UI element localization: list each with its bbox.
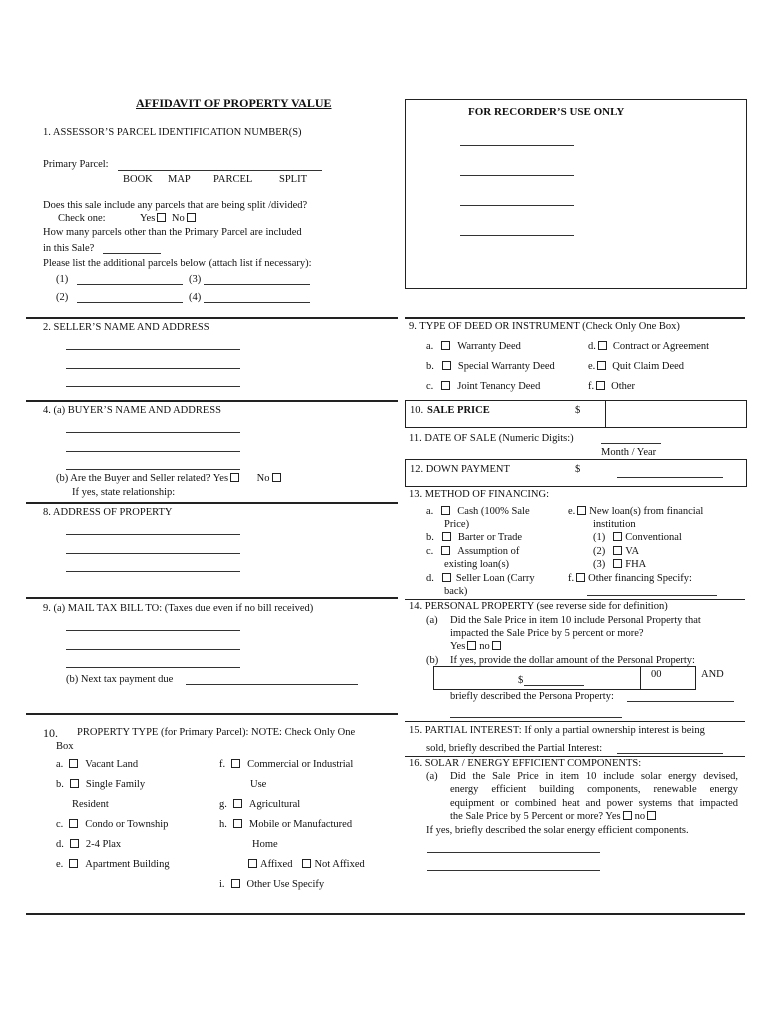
fin-d-checkbox[interactable] bbox=[442, 573, 451, 582]
parcel-4-label: (4) bbox=[189, 292, 202, 303]
solar-line-1: Did the Sale Price in item 10 include solar energy devised, bbox=[450, 771, 738, 782]
ptype-h: h. Mobile or Manufactured bbox=[219, 819, 353, 830]
solar-line-4: the Sale Price by 5 Percent or more? Yes no bbox=[450, 811, 659, 822]
parcel-3-label: (3) bbox=[189, 274, 202, 285]
deed-c: c. Joint Tenancy Deed bbox=[426, 381, 541, 392]
fin-e: e. New loan(s) from financial bbox=[568, 506, 704, 517]
col-split: SPLIT bbox=[279, 174, 308, 185]
solar-line-2: energy efficient building components, renewable energy bbox=[450, 784, 738, 795]
deed-b: b. Special Warranty Deed bbox=[426, 361, 555, 372]
next-payment-input[interactable] bbox=[186, 684, 358, 685]
parcel-1-label: (1) bbox=[56, 274, 69, 285]
ptype-i: i. Other Use Specify bbox=[219, 879, 325, 890]
ptype-g-checkbox[interactable] bbox=[233, 799, 242, 808]
solar-describe-input[interactable] bbox=[427, 852, 600, 853]
parcel-2-input[interactable] bbox=[77, 302, 183, 303]
fin-a-2: Price) bbox=[444, 519, 470, 530]
primary-parcel-label: Primary Parcel: bbox=[43, 159, 109, 170]
col-book: BOOK bbox=[123, 174, 153, 185]
down-payment-label: 12. DOWN PAYMENT bbox=[410, 464, 510, 475]
pp-yes-checkbox[interactable] bbox=[467, 641, 476, 650]
fin-e2: (2) VA bbox=[593, 546, 640, 557]
divider bbox=[26, 502, 398, 504]
divider bbox=[26, 400, 398, 402]
pp-describe-input-2[interactable] bbox=[450, 717, 622, 718]
property-address-line[interactable] bbox=[66, 534, 240, 535]
ptype-d: d. 2-4 Plax bbox=[56, 839, 122, 850]
recorder-line bbox=[460, 235, 574, 236]
personal-property-label: 14. PERSONAL PROPERTY (see reverse side for definition) bbox=[409, 601, 668, 612]
fin-e1-checkbox[interactable] bbox=[613, 532, 622, 541]
solar-yes-checkbox[interactable] bbox=[623, 811, 632, 820]
recorder-line bbox=[460, 205, 574, 206]
pp-a-text: Did the Sale Price in item 10 include Personal Property that bbox=[450, 615, 701, 626]
ptype-g: g. Agricultural bbox=[219, 799, 301, 810]
date-of-sale-input[interactable] bbox=[601, 443, 661, 444]
affixed-options: Affixed Not Affixed bbox=[246, 859, 365, 870]
related-question: (b) Are the Buyer and Seller related? Yes No bbox=[56, 473, 284, 484]
divider bbox=[26, 317, 398, 319]
deed-f: f. Other bbox=[588, 381, 636, 392]
page-title: AFFIDAVIT OF PROPERTY VALUE bbox=[136, 96, 332, 110]
list-prompt: Please list the additional parcels below (attach list if necessary): bbox=[43, 258, 312, 269]
divider bbox=[405, 756, 745, 757]
fin-f-checkbox[interactable] bbox=[576, 573, 585, 582]
property-type-label-2: Box bbox=[56, 741, 74, 752]
partial-interest-input[interactable] bbox=[617, 753, 723, 754]
pp-and: AND bbox=[701, 669, 724, 680]
ptype-e-checkbox[interactable] bbox=[69, 859, 78, 868]
relationship-label: If yes, state relationship: bbox=[72, 487, 176, 498]
pp-cents: 00 bbox=[651, 669, 662, 680]
fin-c-checkbox[interactable] bbox=[441, 546, 450, 555]
divider bbox=[405, 599, 745, 600]
pp-describe-input[interactable] bbox=[627, 701, 734, 702]
split-question: Does this sale include any parcels that are being split /divided? bbox=[43, 200, 308, 211]
deed-e-checkbox[interactable] bbox=[597, 361, 606, 370]
how-many-input[interactable] bbox=[103, 253, 161, 254]
ptype-d-checkbox[interactable] bbox=[70, 839, 79, 848]
pp-yes-no: Yes no bbox=[450, 641, 504, 652]
recorder-line bbox=[460, 175, 574, 176]
ptype-c: c. Condo or Township bbox=[56, 819, 169, 830]
deed-c-checkbox[interactable] bbox=[441, 381, 450, 390]
fin-e1: (1) Conventional bbox=[593, 532, 682, 543]
section-1-label: 1. ASSESSOR’S PARCEL IDENTIFICATION NUMBER(S) bbox=[43, 127, 302, 138]
how-many-question: How many parcels other than the Primary Parcel are included bbox=[43, 227, 302, 238]
deed-b-checkbox[interactable] bbox=[442, 361, 451, 370]
deed-a: a. Warranty Deed bbox=[426, 341, 521, 352]
fin-e3: (3) FHA bbox=[593, 559, 647, 570]
financing-label: 13. METHOD OF FINANCING: bbox=[409, 489, 550, 500]
pp-b-num: (b) bbox=[426, 655, 439, 666]
property-type-num: 10. bbox=[43, 726, 58, 740]
deed-a-checkbox[interactable] bbox=[441, 341, 450, 350]
mail-tax-line[interactable] bbox=[66, 667, 240, 668]
month-year-label: Month / Year bbox=[601, 447, 657, 458]
fin-d: d. Seller Loan (Carry bbox=[426, 573, 535, 584]
recorders-use-box bbox=[405, 99, 747, 289]
fin-a-checkbox[interactable] bbox=[441, 506, 450, 515]
fin-d-2: back) bbox=[444, 586, 468, 597]
pp-amount-box bbox=[433, 666, 696, 690]
split-no-checkbox[interactable] bbox=[187, 213, 196, 222]
ptype-h-checkbox[interactable] bbox=[233, 819, 242, 828]
divider bbox=[26, 597, 398, 599]
sale-price-num: 10. bbox=[410, 405, 424, 416]
fin-c: c. Assumption of bbox=[426, 546, 520, 557]
section-8-label: 8. ADDRESS OF PROPERTY bbox=[43, 507, 173, 518]
ptype-f: f. Commercial or Industrial bbox=[219, 759, 354, 770]
seller-line[interactable] bbox=[66, 349, 240, 350]
partial-interest-label: 15. PARTIAL INTEREST: If only a partial ownership interest is being bbox=[409, 725, 705, 736]
parcel-3-input[interactable] bbox=[204, 284, 310, 285]
fin-a: a. Cash (100% Sale bbox=[426, 506, 530, 517]
mail-tax-line[interactable] bbox=[66, 649, 240, 650]
pp-describe: briefly described the Persona Property: bbox=[450, 691, 614, 702]
parcel-1-input[interactable] bbox=[77, 284, 183, 285]
deed-d-checkbox[interactable] bbox=[598, 341, 607, 350]
split-yes: Yes No bbox=[140, 213, 199, 224]
ptype-a-checkbox[interactable] bbox=[69, 759, 78, 768]
recorders-use-heading: FOR RECORDER’S USE ONLY bbox=[468, 106, 625, 118]
how-many-question-2: in this Sale? bbox=[43, 243, 95, 254]
fin-f-input[interactable] bbox=[587, 595, 717, 596]
ptype-f-2: Use bbox=[250, 779, 267, 790]
solar-describe-input-2[interactable] bbox=[427, 870, 600, 871]
parcel-4-input[interactable] bbox=[204, 302, 310, 303]
solar-no-checkbox[interactable] bbox=[647, 811, 656, 820]
solar-label: 16. SOLAR / ENERGY EFFICIENT COMPONENTS: bbox=[409, 758, 642, 769]
fin-b: b. Barter or Trade bbox=[426, 532, 523, 543]
mail-tax-label: 9. (a) MAIL TAX BILL TO: (Taxes due even if no bill received) bbox=[43, 603, 314, 614]
down-payment-currency: $ bbox=[575, 464, 581, 475]
recorder-line bbox=[460, 145, 574, 146]
pp-cents-cell bbox=[640, 667, 696, 689]
next-payment-label: (b) Next tax payment due bbox=[66, 674, 174, 685]
pp-a-num: (a) bbox=[426, 615, 438, 626]
sale-price-currency: $ bbox=[575, 405, 581, 416]
deed-e: e. Quit Claim Deed bbox=[588, 361, 685, 372]
ptype-i-checkbox[interactable] bbox=[231, 879, 240, 888]
ptype-e: e. Apartment Building bbox=[56, 859, 170, 870]
fin-f: f. Other financing Specify: bbox=[568, 573, 692, 584]
property-type-label: PROPERTY TYPE (for Primary Parcel): NOTE: Check Only One bbox=[77, 727, 356, 738]
ptype-c-checkbox[interactable] bbox=[69, 819, 78, 828]
solar-line-3: equipment or combined heat and power systems that impacted bbox=[450, 798, 738, 809]
divider bbox=[405, 721, 745, 722]
buyer-line[interactable] bbox=[66, 432, 240, 433]
partial-interest-label-2: sold, briefly described the Partial Interest: bbox=[426, 743, 603, 754]
property-address-line[interactable] bbox=[66, 571, 240, 572]
pp-dollar-sign: $ bbox=[518, 675, 524, 686]
section-4-label: 4. (a) BUYER’S NAME AND ADDRESS bbox=[43, 405, 221, 416]
ptype-a: a. Vacant Land bbox=[56, 759, 139, 770]
split-yes-checkbox[interactable] bbox=[157, 213, 166, 222]
fin-e2-checkbox[interactable] bbox=[613, 546, 622, 555]
buyer-line[interactable] bbox=[66, 469, 240, 470]
ptype-b-checkbox[interactable] bbox=[70, 779, 79, 788]
fin-e-2: institution bbox=[593, 519, 636, 530]
pp-b-text: If yes, provide the dollar amount of the Personal Property: bbox=[450, 655, 695, 666]
ptype-h-2: Home bbox=[252, 839, 278, 850]
down-payment-input[interactable] bbox=[617, 477, 723, 478]
deed-label: 9. TYPE OF DEED OR INSTRUMENT (Check Only One Box) bbox=[409, 321, 680, 332]
property-address-line[interactable] bbox=[66, 553, 240, 554]
divider bbox=[26, 713, 398, 715]
bottom-divider bbox=[26, 913, 745, 915]
mail-tax-line[interactable] bbox=[66, 630, 240, 631]
divider bbox=[405, 317, 745, 319]
deed-d: d. Contract or Agreement bbox=[588, 341, 710, 352]
related-no-checkbox[interactable] bbox=[272, 473, 281, 482]
fin-e3-checkbox[interactable] bbox=[613, 559, 622, 568]
parcel-2-label: (2) bbox=[56, 292, 69, 303]
pp-amount-input[interactable] bbox=[524, 685, 584, 686]
fin-b-checkbox[interactable] bbox=[442, 532, 451, 541]
pp-no-checkbox[interactable] bbox=[492, 641, 501, 650]
col-map: MAP bbox=[168, 174, 191, 185]
sale-price-label: SALE PRICE bbox=[427, 405, 490, 416]
sale-price-input[interactable] bbox=[605, 401, 746, 427]
related-yes-checkbox[interactable] bbox=[230, 473, 239, 482]
primary-parcel-input[interactable] bbox=[118, 170, 322, 171]
date-of-sale-label: 11. DATE OF SALE (Numeric Digits:) bbox=[409, 433, 574, 444]
down-payment-box bbox=[405, 459, 747, 487]
ptype-b: b. Single Family bbox=[56, 779, 146, 790]
ptype-f-checkbox[interactable] bbox=[231, 759, 240, 768]
pp-a-text-2: impacted the Sale Price by 5 percent or more? bbox=[450, 628, 644, 639]
affixed-checkbox[interactable] bbox=[248, 859, 257, 868]
seller-line[interactable] bbox=[66, 368, 240, 369]
ptype-b-2: Resident bbox=[72, 799, 109, 810]
solar-a-num: (a) bbox=[426, 771, 438, 782]
solar-describe: If yes, briefly described the solar energy efficient components. bbox=[426, 825, 689, 836]
not-affixed-checkbox[interactable] bbox=[302, 859, 311, 868]
check-one-label: Check one: bbox=[58, 213, 106, 224]
section-2-label: 2. SELLER’S NAME AND ADDRESS bbox=[43, 322, 210, 333]
buyer-line[interactable] bbox=[66, 451, 240, 452]
sale-price-box bbox=[405, 400, 747, 428]
col-parcel: PARCEL bbox=[213, 174, 253, 185]
fin-c-2: existing loan(s) bbox=[444, 559, 510, 570]
seller-line[interactable] bbox=[66, 386, 240, 387]
deed-f-checkbox[interactable] bbox=[596, 381, 605, 390]
fin-e-checkbox[interactable] bbox=[577, 506, 586, 515]
